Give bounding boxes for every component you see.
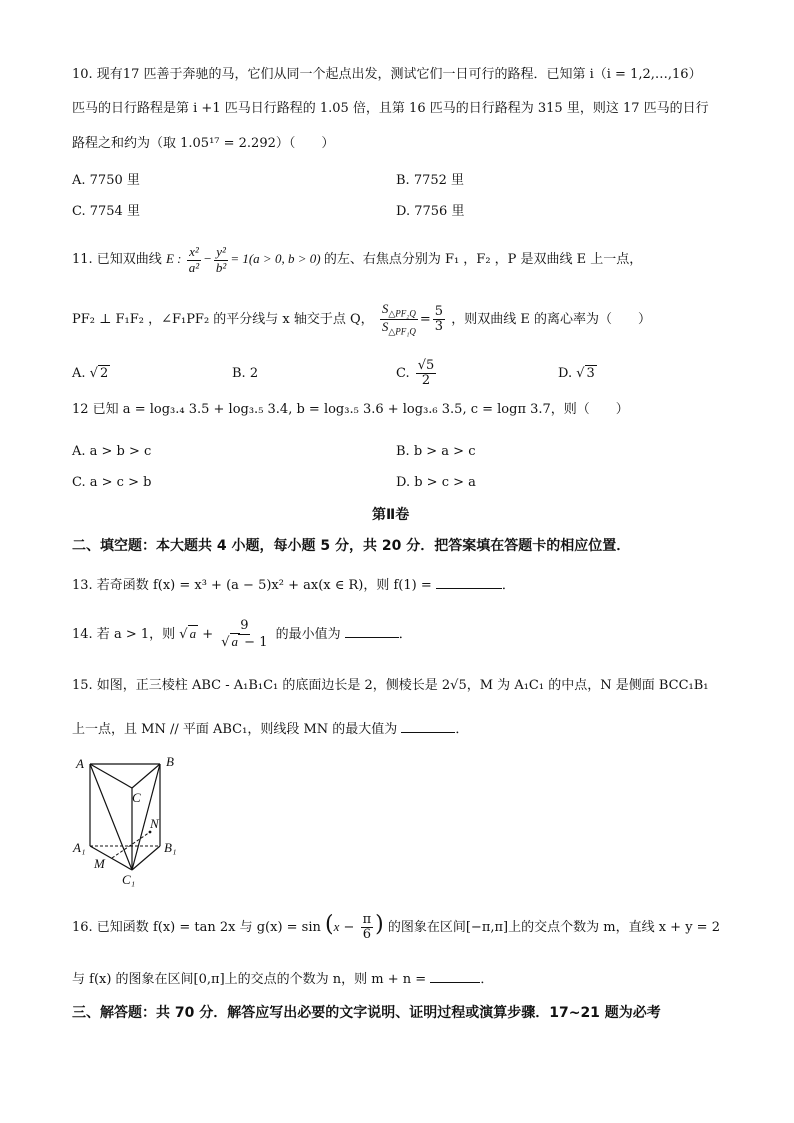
q10-option-c: C. 7754 里 — [72, 204, 140, 219]
answer-blank — [401, 718, 455, 733]
q15-line2: 上一点，且 MN // 平面 ABC₁，则线段 MN 的最大值为 ． — [72, 718, 468, 739]
q12-option-d: D. b > c > a — [396, 475, 476, 490]
label-b: B — [166, 754, 174, 769]
q16-line2: 与 f(x) 的图象在区间[0,π]上的交点的个数为 n，则 m + n = ． — [72, 968, 493, 989]
q16-line1: 16. 已知函数 f(x) = tan 2x 与 g(x) = sin (x − $\frac{\pi}{6}$ ) 的图象在区间[−π,π]上的交点个数为 m，直线 x + y = 2 — [72, 911, 720, 942]
q13: 13. 若奇函数 f(x) = x³ + (a − 5)x² + ax(x ∈ R)，则 f(1) = ． — [72, 574, 515, 595]
area-ratio-fraction: $\frac{S_{\triangle PF_2Q}}{S_{\triangle PF_1Q}}$ — [381, 300, 416, 337]
label-a1: A₁ — [73, 840, 86, 855]
q10-option-b: B. 7752 里 — [396, 173, 465, 188]
q10-line3: 路程之和约为（取 1.05¹⁷ = 2.292）（ ） — [72, 136, 335, 151]
q11-line2: PF₂ ⊥ F₁F₂ ，∠F₁PF₂ 的平分线与 x 轴交于点 Q， $\frac{S_{\triangle PF_2Q}}{S_{\triangle PF_1Q}}$ = $\frac{5}{3}$ ，则双曲线 E 的离心率为（ ） — [72, 300, 651, 337]
edge-b1c1 — [132, 846, 160, 870]
q12-stem: 12 已知 a = log₃.₄ 3.5 + log₃.₅ 3.4, b = log₃.₅ 3.6 + log₃.₆ 3.5, c = logπ 3.7，则（ ） — [72, 402, 629, 417]
q11-line2-post: ，则双曲线 E 的离心率为（ ） — [451, 312, 651, 327]
part-title: 第Ⅱ卷 — [372, 507, 410, 523]
label-c: C — [132, 790, 141, 805]
q10-option-a: A. 7750 里 — [72, 173, 140, 188]
q10-line2: 匹马的日行路程是第 i +1 匹马日行路程的 1.05 倍，且第 16 匹马的日行路程为 315 里，则这 17 匹马的日行 — [72, 101, 709, 116]
label-a: A — [76, 756, 84, 771]
q12-option-c: C. a > c > b — [72, 475, 152, 490]
q11-option-d: D. √ 3 — [558, 366, 595, 381]
q12-option-a: A. a > b > c — [72, 444, 152, 459]
q11-line1 — [72, 242, 642, 277]
hyperbola-equation: E : $\frac{\text{x²}}{\text{a²}}$ − $\frac{\text{y²}}{\text{b²}}$ = 1(a > 0, b > 0) — [165, 244, 324, 275]
q15-line1: 15. 如图，正三棱柱 ABC - A₁B₁C₁ 的底面边长是 2，侧棱长是 2√5，M 为 A₁C₁ 的中点，N 是侧面 BCC₁B₁ — [72, 678, 709, 693]
section-fill-in: 二、填空题：本大题共 4 小题，每小题 5 分，共 20 分．把答案填在答题卡的相应位置． — [72, 538, 631, 554]
q11-line2-pre: PF₂ ⊥ F₁F₂ ，∠F₁PF₂ 的平分线与 x 轴交于点 Q， — [72, 312, 374, 327]
q11-mid: 的左、右焦点分别为 F₁ ，F₂ ，P 是双曲线 E 上一点， — [323, 252, 643, 267]
segment-mn — [112, 832, 150, 858]
answer-blank — [436, 574, 502, 589]
q12-option-b: B. b > a > c — [396, 444, 476, 459]
q10-line1: 10. 现有17 匹善于奔驰的马，它们从同一个起点出发，测试它们一日可行的路程．已知第 i（i = 1,2,…,16） — [72, 67, 702, 82]
edge-ac1 — [90, 764, 132, 870]
label-c1: C₁ — [122, 872, 136, 887]
label-m: M — [94, 856, 105, 871]
q11-prefix: 11. 已知双曲线 — [72, 252, 162, 267]
edge-bc — [132, 764, 160, 788]
q14: 14. 若 a > 1，则 √ a + $\frac{9}{√ a - 1}$ 的最小值为 ． — [72, 618, 412, 650]
prism-figure — [70, 752, 190, 888]
q11-option-c: C. $\frac{√5}{2}$ — [396, 357, 435, 388]
q11-option-a: A. √ 2 — [72, 366, 109, 381]
point-n — [149, 831, 152, 834]
label-n: N — [150, 816, 159, 831]
q10-option-d: D. 7756 里 — [396, 204, 465, 219]
edge-ac — [90, 764, 132, 788]
answer-blank — [430, 968, 480, 983]
answer-blank — [345, 623, 399, 638]
label-b1: B₁ — [164, 840, 177, 855]
section-solution: 三、解答题：共 70 分．解答应写出必要的文字说明、证明过程或演算步骤．17~21 题为必考 — [72, 1005, 661, 1021]
q11-option-b: B. 2 — [232, 366, 259, 381]
